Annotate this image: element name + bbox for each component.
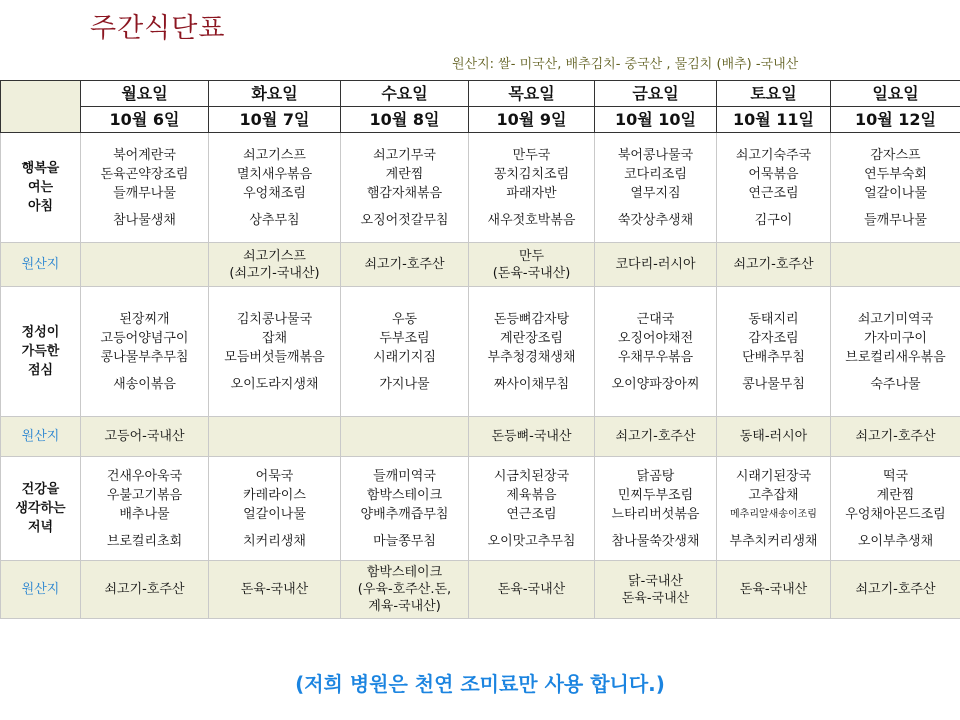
menu-item: 숙주나물 bbox=[870, 376, 921, 392]
menu-item: 계란찜 bbox=[876, 487, 915, 503]
dinner-row bbox=[1, 457, 960, 561]
menu-item: 김구이 bbox=[754, 212, 793, 228]
menu-item: 브로컬리초회 bbox=[106, 533, 183, 549]
lunch-day-cell bbox=[469, 287, 595, 417]
menu-item: 가자미구이 bbox=[864, 330, 927, 346]
origin-cell bbox=[81, 243, 209, 287]
date-header: 10월 10일 bbox=[595, 107, 717, 133]
breakfast-day-cell bbox=[469, 133, 595, 243]
menu-item: 브로컬리새우볶음 bbox=[845, 349, 946, 365]
day-header: 수요일 bbox=[341, 81, 469, 107]
menu-item: 돈육곤약장조림 bbox=[100, 166, 189, 182]
menu-item: 들깨미역국 bbox=[373, 468, 436, 484]
menu-item: 부추치커리생채 bbox=[729, 533, 818, 549]
lunch-day-cell bbox=[595, 287, 717, 417]
menu-item: 건새우아욱국 bbox=[106, 468, 183, 484]
menu-item: 쇠고기무국 bbox=[373, 147, 436, 163]
menu-item: 얼갈이나물 bbox=[243, 506, 306, 522]
menu-item: 만두국 bbox=[512, 147, 551, 163]
breakfast-day-cell bbox=[209, 133, 341, 243]
menu-item: 시래기지짐 bbox=[373, 349, 436, 365]
menu-item: 연두부숙회 bbox=[864, 166, 927, 182]
menu-item: 메추리알새송이조림 bbox=[730, 508, 817, 520]
menu-item: 상추무침 bbox=[249, 212, 300, 228]
menu-item: 양배추깨즙무침 bbox=[360, 506, 449, 522]
menu-item: 감자조림 bbox=[748, 330, 799, 346]
page-title: 주간식단표 bbox=[90, 13, 226, 44]
origin-cell: 쇠고기-호주산 bbox=[341, 243, 469, 287]
breakfast-label: 행복을 여는 아침 bbox=[1, 133, 81, 243]
dinner-day-cell bbox=[469, 457, 595, 561]
origin-label: 원산지 bbox=[1, 561, 81, 619]
menu-item: 시금치된장국 bbox=[493, 468, 570, 484]
day-header: 목요일 bbox=[469, 81, 595, 107]
date-header: 10월 7일 bbox=[209, 107, 341, 133]
dinner-day-cell bbox=[81, 457, 209, 561]
dinner-origin-row bbox=[1, 561, 960, 619]
menu-item: 감자스프 bbox=[870, 147, 921, 163]
dinner-day-cell bbox=[717, 457, 831, 561]
origin-cell: 함박스테이크 (우육-호주산.돈, 계육-국내산) bbox=[341, 561, 469, 619]
menu-item: 북어계란국 bbox=[113, 147, 176, 163]
menu-item: 시래기된장국 bbox=[735, 468, 812, 484]
date-header: 10월 8일 bbox=[341, 107, 469, 133]
breakfast-day-cell bbox=[81, 133, 209, 243]
lunch-row bbox=[1, 287, 960, 417]
menu-item: 어묵국 bbox=[255, 468, 294, 484]
menu-item: 쇠고기스프 bbox=[243, 147, 306, 163]
origin-label: 원산지 bbox=[1, 243, 81, 287]
menu-item: 닭곰탕 bbox=[636, 468, 675, 484]
menu-item: 돈등뼈감자탕 bbox=[493, 311, 570, 327]
menu-item: 고등어양념구이 bbox=[100, 330, 189, 346]
menu-item: 쇠고기숙주국 bbox=[735, 147, 812, 163]
menu-item: 짜사이채무침 bbox=[493, 376, 570, 392]
menu-item: 들깨무나물 bbox=[864, 212, 927, 228]
menu-item: 코다리조림 bbox=[624, 166, 687, 182]
menu-item: 우채무우볶음 bbox=[617, 349, 694, 365]
menu-item: 연근조림 bbox=[748, 185, 799, 201]
lunch-day-cell bbox=[341, 287, 469, 417]
menu-item: 두부조림 bbox=[379, 330, 430, 346]
menu-item: 배추나물 bbox=[119, 506, 170, 522]
menu-item: 단배추무침 bbox=[742, 349, 805, 365]
menu-item: 연근조림 bbox=[506, 506, 557, 522]
footer-note: (저희 병원은 천연 조미료만 사용 합니다.) bbox=[295, 672, 665, 696]
menu-item: 새우젓호박볶음 bbox=[487, 212, 576, 228]
menu-item: 함박스테이크 bbox=[366, 487, 443, 503]
origin-cell: 동태-러시아 bbox=[717, 417, 831, 457]
menu-item: 콩나물부추무침 bbox=[100, 349, 189, 365]
day-header: 월요일 bbox=[81, 81, 209, 107]
menu-item: 새송이볶음 bbox=[113, 376, 176, 392]
menu-item: 가지나물 bbox=[379, 376, 430, 392]
lunch-label: 정성이 가득한 점심 bbox=[1, 287, 81, 417]
menu-item: 우불고기볶음 bbox=[106, 487, 183, 503]
menu-item: 우엉채조림 bbox=[243, 185, 306, 201]
day-header-row bbox=[1, 81, 960, 107]
lunch-day-cell bbox=[209, 287, 341, 417]
origin-cell bbox=[831, 243, 960, 287]
origin-cell: 돈육-국내산 bbox=[469, 561, 595, 619]
origin-cell: 돈육-국내산 bbox=[209, 561, 341, 619]
origin-cell: 쇠고기-호주산 bbox=[717, 243, 831, 287]
date-header: 10월 9일 bbox=[469, 107, 595, 133]
menu-item: 멸치새우볶음 bbox=[236, 166, 313, 182]
breakfast-origin-row bbox=[1, 243, 960, 287]
menu-item: 오이양파장아찌 bbox=[611, 376, 700, 392]
menu-item: 쇠고기미역국 bbox=[857, 311, 934, 327]
menu-item: 제육볶음 bbox=[506, 487, 557, 503]
menu-item: 열무지짐 bbox=[630, 185, 681, 201]
menu-item: 동태지리 bbox=[748, 311, 799, 327]
dinner-day-cell bbox=[209, 457, 341, 561]
origin-cell: 고등어-국내산 bbox=[81, 417, 209, 457]
menu-item: 근대국 bbox=[636, 311, 675, 327]
origin-cell: 쇠고기스프 (쇠고기-국내산) bbox=[209, 243, 341, 287]
origin-cell: 쇠고기-호주산 bbox=[831, 417, 960, 457]
date-header: 10월 12일 bbox=[831, 107, 960, 133]
day-header: 일요일 bbox=[831, 81, 960, 107]
dinner-day-cell bbox=[595, 457, 717, 561]
menu-item: 잡채 bbox=[261, 330, 288, 346]
menu-item: 치커리생채 bbox=[243, 533, 306, 549]
origin-cell: 닭-국내산 돈육-국내산 bbox=[595, 561, 717, 619]
menu-item: 고추잡채 bbox=[748, 487, 799, 503]
origin-cell: 만두 (돈육-국내산) bbox=[469, 243, 595, 287]
menu-item: 모듬버섯들깨볶음 bbox=[224, 349, 325, 365]
menu-item: 햄감자채볶음 bbox=[366, 185, 443, 201]
dinner-day-cell bbox=[831, 457, 960, 561]
menu-item: 얼갈이나물 bbox=[864, 185, 927, 201]
breakfast-day-cell bbox=[595, 133, 717, 243]
origin-note: 원산지: 쌀- 미국산, 배추김치- 중국산 , 물김치 (배추) -국내산 bbox=[452, 57, 799, 72]
lunch-day-cell bbox=[717, 287, 831, 417]
origin-cell: 쇠고기-호주산 bbox=[595, 417, 717, 457]
menu-item: 우동 bbox=[391, 311, 418, 327]
menu-item: 계란찜 bbox=[385, 166, 424, 182]
menu-item: 오징어젓갈무침 bbox=[360, 212, 449, 228]
date-header-row bbox=[1, 107, 960, 133]
menu-item: 계란장조림 bbox=[500, 330, 563, 346]
date-header: 10월 6일 bbox=[81, 107, 209, 133]
breakfast-day-cell bbox=[341, 133, 469, 243]
day-header: 금요일 bbox=[595, 81, 717, 107]
lunch-day-cell bbox=[81, 287, 209, 417]
breakfast-row bbox=[1, 133, 960, 243]
menu-item: 마늘쫑무침 bbox=[373, 533, 436, 549]
menu-item: 오이도라지생채 bbox=[230, 376, 319, 392]
origin-cell: 쇠고기-호주산 bbox=[831, 561, 960, 619]
menu-item: 느타리버섯볶음 bbox=[611, 506, 700, 522]
menu-item: 콩나물무침 bbox=[742, 376, 805, 392]
dinner-day-cell bbox=[341, 457, 469, 561]
menu-item: 쑥갓상추생채 bbox=[617, 212, 694, 228]
lunch-origin-row bbox=[1, 417, 960, 457]
origin-cell: 코다리-러시아 bbox=[595, 243, 717, 287]
menu-item: 민찌두부조림 bbox=[617, 487, 694, 503]
menu-item: 카레라이스 bbox=[243, 487, 306, 503]
breakfast-day-cell bbox=[831, 133, 960, 243]
day-header: 토요일 bbox=[717, 81, 831, 107]
origin-cell: 쇠고기-호주산 bbox=[81, 561, 209, 619]
breakfast-day-cell bbox=[717, 133, 831, 243]
day-header: 화요일 bbox=[209, 81, 341, 107]
origin-cell: 돈육-국내산 bbox=[717, 561, 831, 619]
origin-cell bbox=[341, 417, 469, 457]
menu-item: 참나물쑥갓생채 bbox=[611, 533, 700, 549]
menu-item: 파래자반 bbox=[506, 185, 557, 201]
menu-item: 떡국 bbox=[882, 468, 909, 484]
date-header: 10월 11일 bbox=[717, 107, 831, 133]
menu-item: 부추청경채생채 bbox=[487, 349, 576, 365]
menu-item: 들깨무나물 bbox=[113, 185, 176, 201]
origin-cell: 돈등뼈-국내산 bbox=[469, 417, 595, 457]
origin-cell bbox=[209, 417, 341, 457]
weekly-menu-table bbox=[0, 80, 960, 619]
menu-item: 북어콩나물국 bbox=[617, 147, 694, 163]
lunch-day-cell bbox=[831, 287, 960, 417]
menu-item: 김치콩나물국 bbox=[236, 311, 313, 327]
menu-item: 오이부추생채 bbox=[857, 533, 934, 549]
menu-item: 오이맛고추무침 bbox=[487, 533, 576, 549]
menu-item: 참나물생채 bbox=[113, 212, 176, 228]
menu-item: 어묵볶음 bbox=[748, 166, 799, 182]
menu-item: 된장찌개 bbox=[119, 311, 170, 327]
menu-item: 오징어야채전 bbox=[617, 330, 694, 346]
menu-item: 꽁치김치조림 bbox=[493, 166, 570, 182]
dinner-label: 건강을 생각하는 저녁 bbox=[1, 457, 81, 561]
menu-item: 우엉채아몬드조림 bbox=[845, 506, 946, 522]
origin-label: 원산지 bbox=[1, 417, 81, 457]
corner-cell bbox=[1, 81, 81, 133]
